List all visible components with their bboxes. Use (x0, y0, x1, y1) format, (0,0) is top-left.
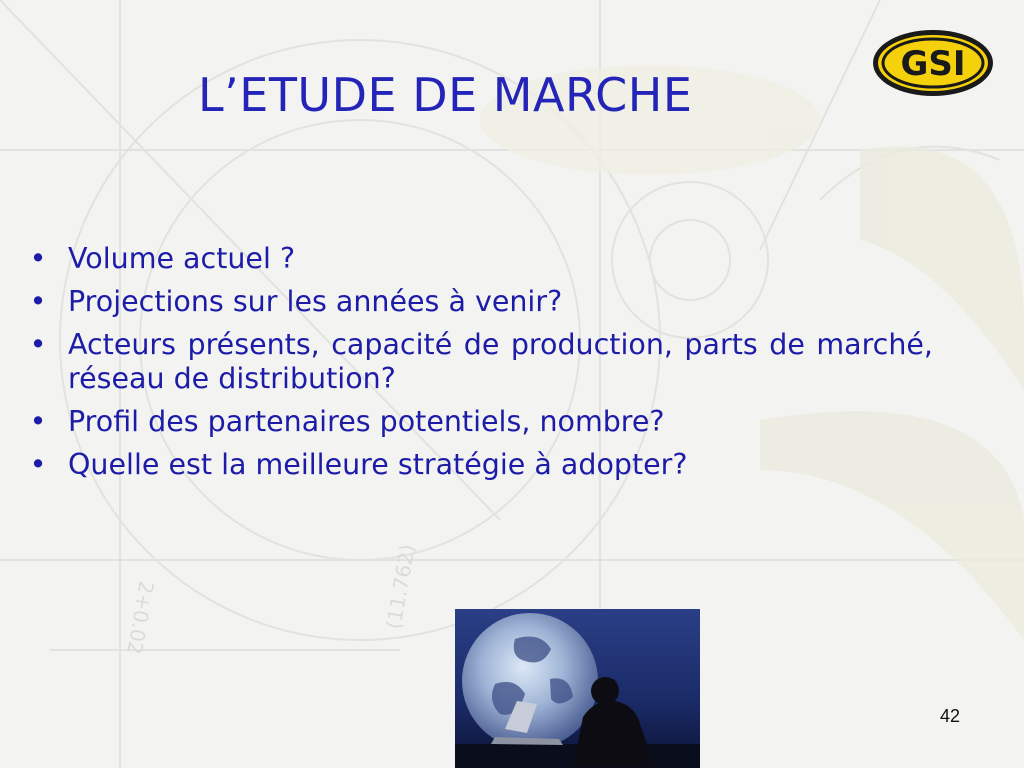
slide-title: L’ETUDE DE MARCHE (198, 68, 693, 122)
svg-text:(11.762): (11.762) (381, 542, 420, 631)
bullet-list (28, 242, 933, 491)
bullet-marker: • (29, 448, 47, 481)
list-item (28, 405, 933, 439)
bullet-marker: • (29, 242, 47, 275)
bullet-text: Acteurs présents, capacité de production, parts de marché, réseau de distribution? (68, 328, 933, 395)
list-item (28, 242, 933, 276)
bullet-marker: • (29, 328, 47, 361)
list-item (28, 328, 933, 396)
logo-text: GSI (900, 44, 966, 84)
bullet-text: Profil des partenaires potentiels, nombre? (68, 405, 665, 438)
svg-text:2+0.02: 2+0.02 (122, 579, 159, 657)
globe-laptop-photo (455, 609, 700, 768)
bullet-marker: • (29, 405, 47, 438)
bullet-text: Projections sur les années à venir? (68, 285, 563, 318)
bullet-text: Volume actuel ? (68, 242, 296, 275)
gsi-logo (868, 20, 998, 104)
list-item (28, 285, 933, 319)
page-number: 42 (939, 706, 961, 726)
bullet-text: Quelle est la meilleure stratégie à adopter? (68, 448, 688, 481)
bullet-marker: • (29, 285, 47, 318)
list-item (28, 448, 933, 482)
